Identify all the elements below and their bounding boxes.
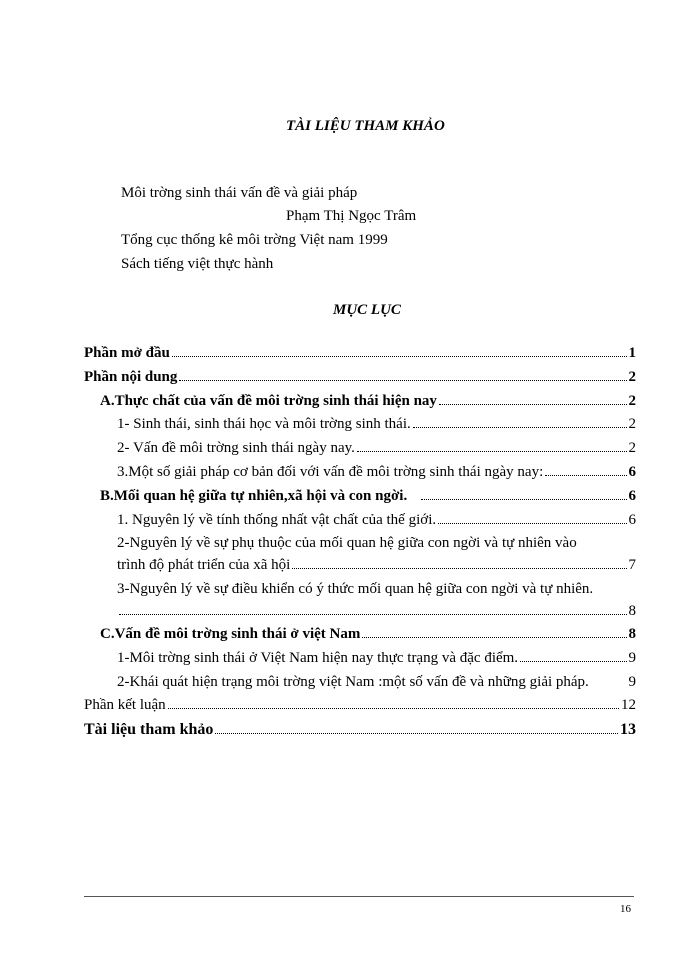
toc-entry-b2 — [117, 557, 636, 574]
toc-entry-content — [84, 369, 636, 386]
toc-entry-text: 1. Nguyên lý về tính thống nhất vật chất của thế giới. — [117, 512, 437, 528]
toc-entry-section-b — [100, 488, 636, 505]
toc-entry-text: Phần nội dung — [84, 369, 178, 385]
toc-entry-page: 2 — [628, 440, 636, 456]
toc-entry-text: A.Thực chất của vấn đề môi trờng sinh thái hiện nay — [100, 393, 437, 409]
toc-entry-conclusion — [84, 697, 636, 714]
toc-entry-b2-line1: 2-Nguyên lý về sự phụ thuộc của mối quan hệ giữa con ngời và tự nhiên vào — [117, 535, 577, 551]
references-title: TÀI LIỆU THAM KHẢO — [286, 118, 445, 134]
toc-entry-page: 12 — [621, 697, 636, 713]
toc-entry-text: 1-Môi trờng sinh thái ở Việt Nam hiện nay thực trạng và đặc điểm. — [117, 650, 519, 666]
toc-entry-page: 8 — [628, 603, 636, 619]
toc-entry-text: 2-Khái quát hiện trạng môi trờng việt Nam :một số vấn đề và những giải pháp. — [117, 674, 589, 690]
toc-entry-c1 — [117, 650, 636, 667]
toc-entry-text: Phần mở đầu — [84, 345, 170, 361]
toc-entry-a1 — [117, 416, 636, 433]
reference-author: Phạm Thị Ngọc Trâm — [286, 208, 417, 224]
toc-entry-section-a — [100, 393, 636, 410]
toc-entry-text: 1- Sinh thái, sinh thái học và môi trờng sinh thái. — [117, 416, 411, 432]
reference-item: Môi trờng sinh thái vấn đề và giải pháp — [121, 185, 358, 201]
toc-entry-page: 13 — [620, 721, 636, 738]
toc-entry-a3 — [117, 464, 636, 481]
toc-entry-text: 2- Vấn đề môi trờng sinh thái ngày nay. — [117, 440, 355, 456]
toc-title: MỤC LỤC — [333, 302, 401, 318]
toc-entry-text: Phần kết luận — [84, 697, 166, 713]
toc-entry-a2 — [117, 440, 636, 457]
reference-item: Tổng cục thống kê môi trờng Việt nam 1999 — [121, 232, 388, 248]
toc-entry-page: 2 — [628, 369, 636, 385]
toc-entry-page: 6 — [628, 464, 636, 480]
toc-entry-references — [84, 721, 636, 739]
toc-entry-page: 1 — [628, 345, 636, 361]
toc-entry-text: 3.Một số giải pháp cơ bản đối với vấn đề môi trờng sinh thái ngày nay: — [117, 464, 544, 480]
toc-entry-page: 7 — [628, 557, 636, 573]
page-number: 16 — [620, 903, 631, 915]
toc-entry-page: 9 — [628, 674, 636, 690]
toc-entry-b1 — [117, 512, 636, 529]
toc-entry-section-c — [100, 626, 636, 643]
toc-entry-page: 2 — [628, 393, 636, 409]
toc-entry-page: 6 — [628, 488, 636, 504]
reference-item: Sách tiếng việt thực hành — [121, 256, 274, 272]
toc-entry-text: Tài liệu tham khảo — [84, 721, 214, 738]
toc-entry-page: 2 — [628, 416, 636, 432]
toc-entry-b3 — [117, 603, 636, 620]
toc-entry-b3-line1: 3-Nguyên lý về sự điều khiển có ý thức mối quan hệ giữa con ngời và tự nhiên. — [117, 581, 594, 597]
toc-entry-text: trình độ phát triển của xã hội — [117, 557, 291, 573]
toc-entry-page: 9 — [628, 650, 636, 666]
toc-entry-intro — [84, 345, 636, 362]
toc-entry-text: C.Vấn đề môi trờng sinh thái ở việt Nam — [100, 626, 361, 642]
toc-entry-c2 — [117, 674, 636, 691]
toc-entry-page: 8 — [628, 626, 636, 642]
toc-entry-page: 6 — [628, 512, 636, 528]
toc-entry-text: B.Mối quan hệ giữa tự nhiên,xã hội và con ngời. — [100, 488, 408, 504]
footer-divider — [84, 896, 634, 897]
